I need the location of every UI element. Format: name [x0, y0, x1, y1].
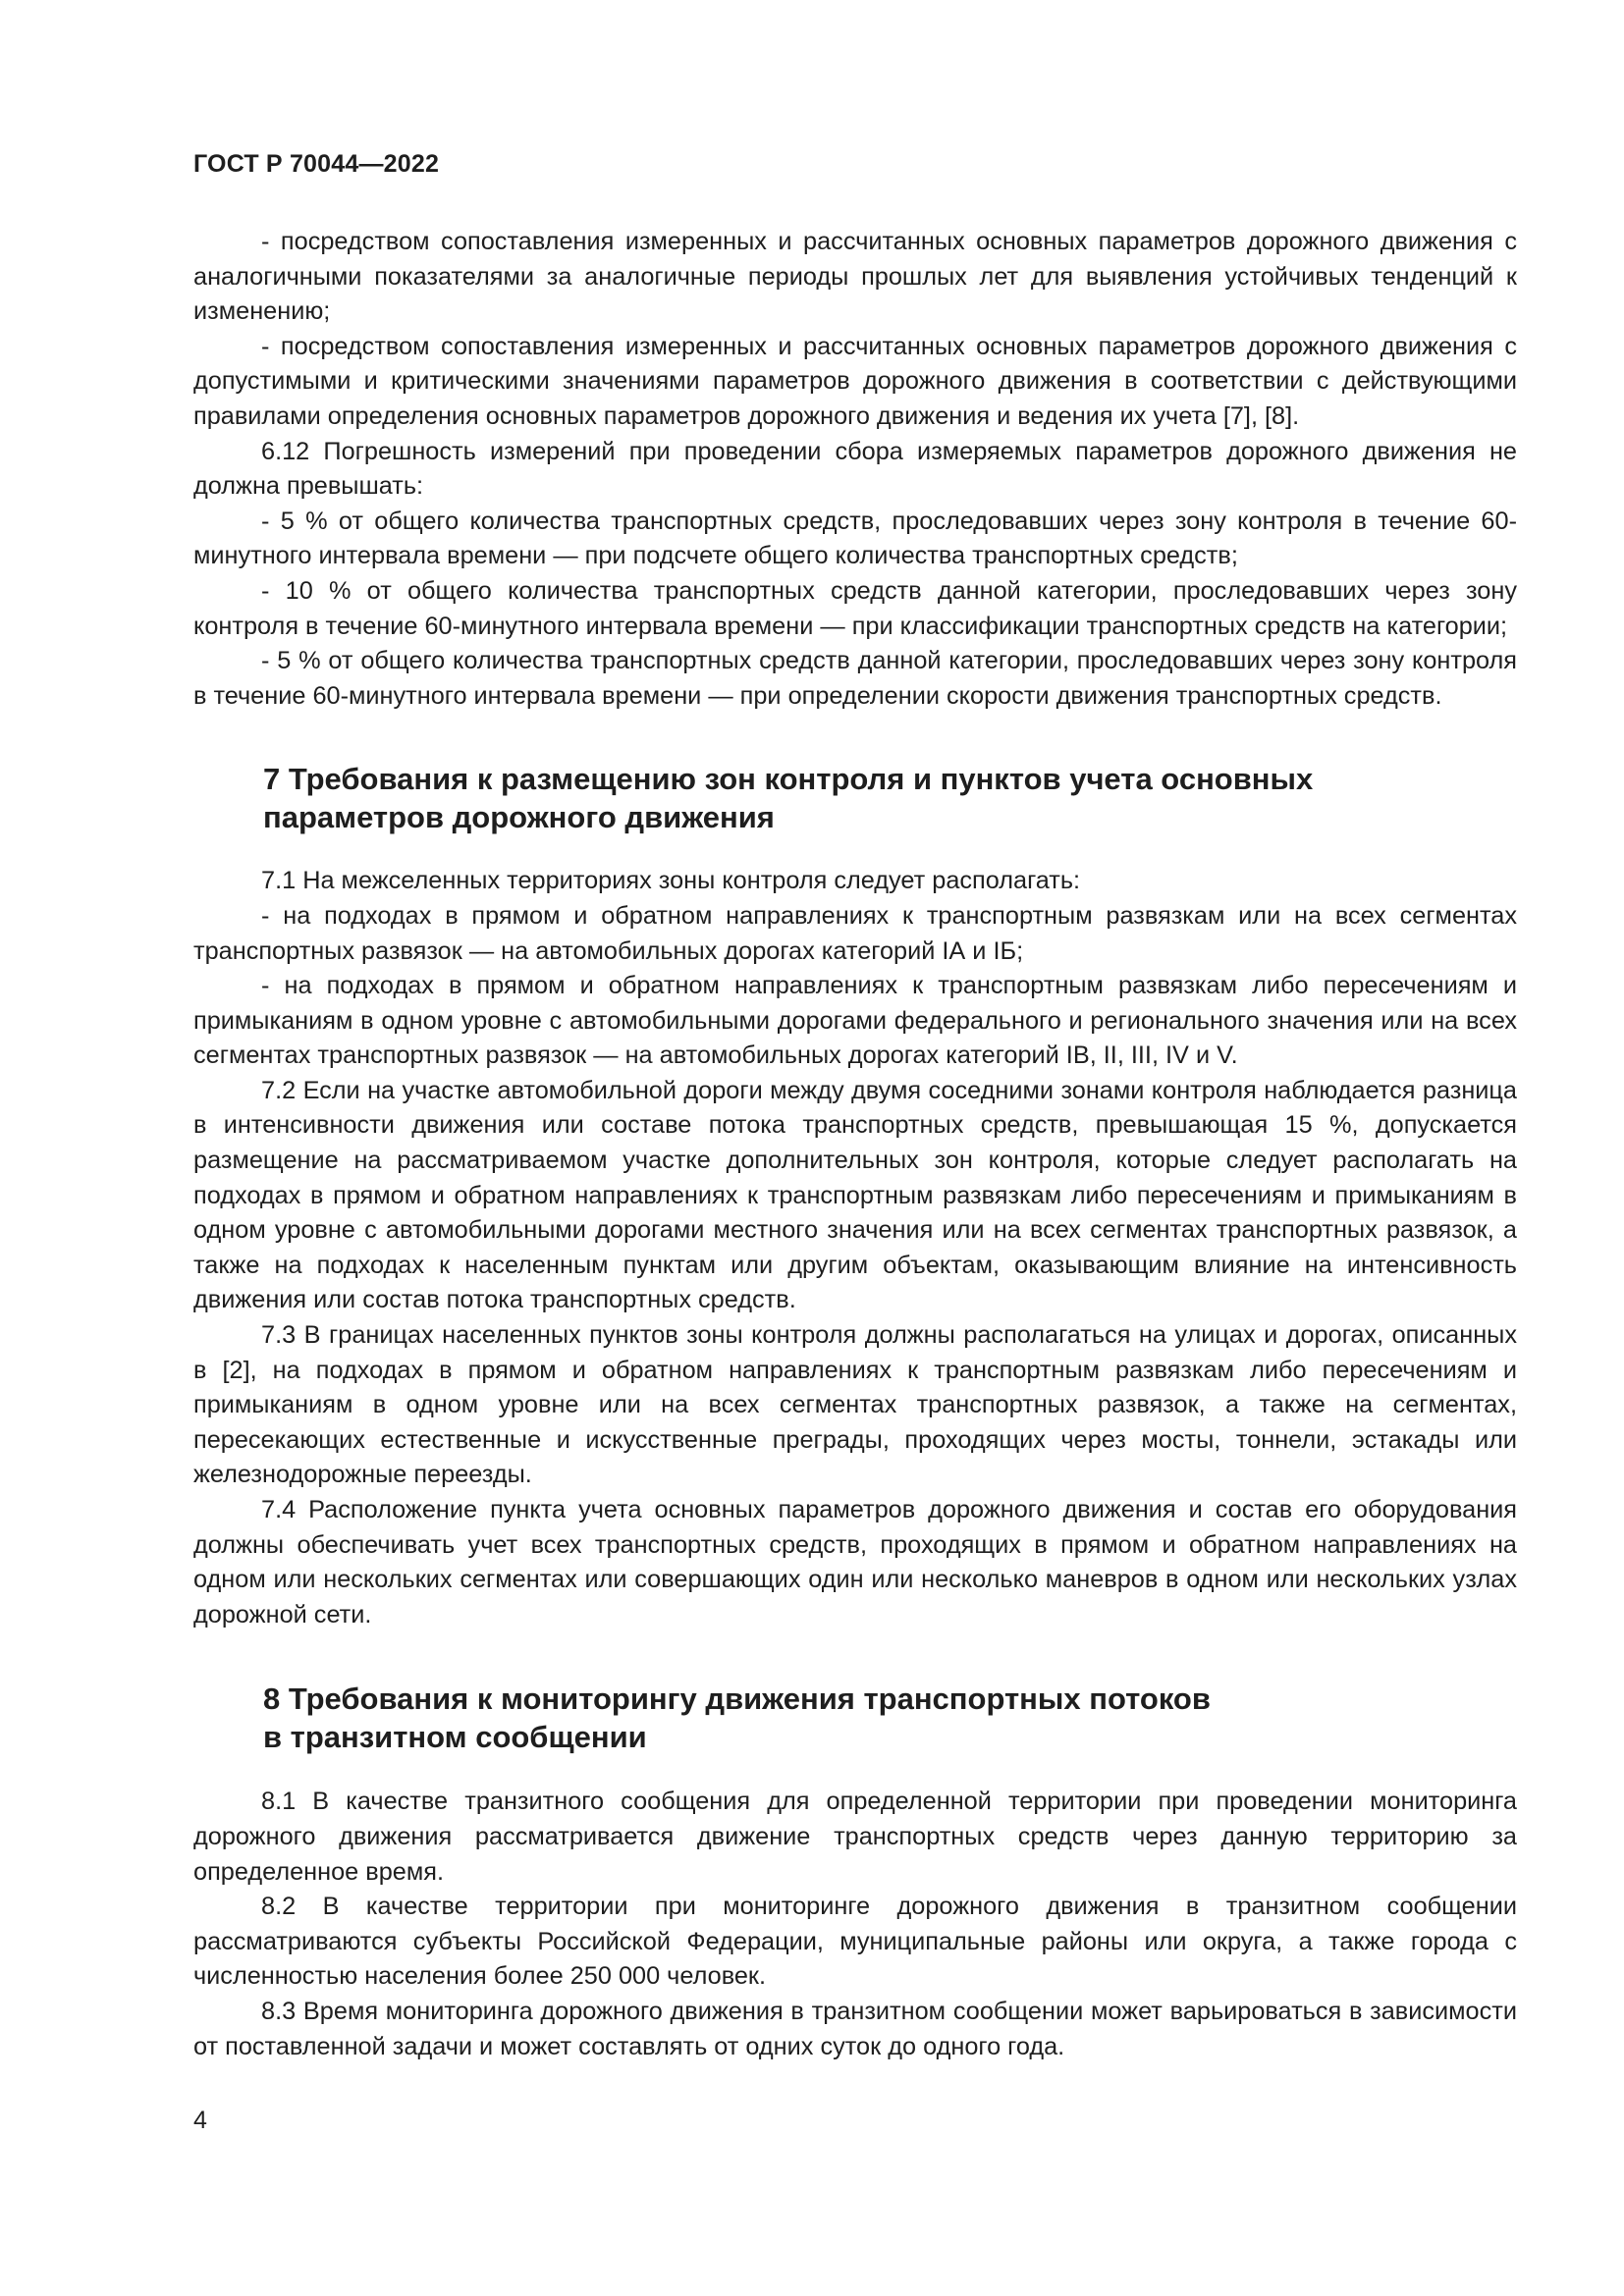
- section-8-heading-line-2: в транзитном сообщении: [263, 1720, 647, 1755]
- paragraph: - 10 % от общего количества транспортных средств данной категории, проследовавших через зону контроля в течение 60-минутного интервала времени — при классификации транспортных средств на категории;: [193, 576, 1517, 640]
- section-8-body: [193, 1785, 1517, 2064]
- section-8-heading: [193, 1680, 1517, 1756]
- paragraph: 7.2 Если на участке автомобильной дороги между двумя соседними зонами контроля наблюдается разница в интенсивности движения или составе потока транспортных средств, превышающая 15 %, допускается размещение на рассматриваемом участке дополнительных зон контроля, которые следует располагать на подходах в прямом и обратном направлениях к транспортным развязкам либо пересечениям и примыканиям в одном уровне с автомобильными дорогами местного значения или на всех сегментах транспортных развязок, а также на подходах к населенным пунктам или другим объектам, оказывающим влияние на интенсивность движения или состав потока транспортных средств.: [193, 1076, 1517, 1314]
- paragraph: 7.4 Расположение пункта учета основных параметров дорожного движения и состав его оборудования должны обеспечивать учет всех транспортных средств, проходящих в прямом и обратном направлениях на одном или нескольких сегментах или совершающих один или несколько маневров в одном или нескольких узлах дорожной сети.: [193, 1496, 1517, 1629]
- page-content: [193, 225, 1517, 2064]
- page-number: 4: [193, 2107, 207, 2134]
- paragraph: - на подходах в прямом и обратном направлениях к транспортным развязкам или на всех сегментах транспортных развязок — на автомобильных дорогах категорий IА и IБ;: [193, 901, 1517, 965]
- paragraph: 8.3 Время мониторинга дорожного движения в транзитном сообщении может варьироваться в зависимости от поставленной задачи и может составлять от одних суток до одного года.: [193, 1997, 1517, 2060]
- paragraph: - на подходах в прямом и обратном направлениях к транспортным развязкам либо пересечениям и примыканиям в одном уровне с автомобильными дорогами федерального и регионального значения или на всех сегментах транспортных развязок — на автомобильных дорогах категорий IB, II, III, IV и V.: [193, 972, 1517, 1070]
- paragraph: - 5 % от общего количества транспортных средств данной категории, проследовавших через зону контроля в течение 60-минутного интервала времени — при определении скорости движения транспортных средств.: [193, 647, 1517, 710]
- section-7-heading-line-1: 7 Требования к размещению зон контроля и пунктов учета основных: [263, 762, 1314, 797]
- paragraph: - 5 % от общего количества транспортных средств, проследовавших через зону контроля в течение 60-минутного интервала времени — при подсчете общего количества транспортных средств;: [193, 507, 1517, 570]
- paragraph: 8.2 В качестве территории при мониторинге дорожного движения в транзитном сообщении рассматриваются субъекты Российской Федерации, муниципальные районы или округа, а также города с численностью населения более 250 000 человек.: [193, 1893, 1517, 1991]
- paragraph: 8.1 В качестве транзитного сообщения для определенной территории при проведении мониторинга дорожного движения рассматривается движение транспортных средств через данную территорию за определенное время.: [193, 1788, 1517, 1886]
- paragraph: 7.3 В границах населенных пунктов зоны контроля должны располагаться на улицах и дорогах, описанных в [2], на подходах в прямом и обратном направлениях к транспортным развязкам либо пересечениям и примыканиям в одном уровне или на всех сегментах транспортных развязок, а также на сегментах, пересекающих естественные и искусственные преграды, проходящих через мосты, тоннели, эстакады или железнодорожные переезды.: [193, 1321, 1517, 1489]
- document-code: ГОСТ Р 70044—2022: [193, 150, 440, 178]
- section-7-heading: [193, 760, 1517, 836]
- section-6-continued: [193, 225, 1517, 714]
- paragraph: 6.12 Погрешность измерений при проведении сбора измеряемых параметров дорожного движения не должна превышать:: [193, 437, 1517, 501]
- paragraph: - посредством сопоставления измеренных и рассчитанных основных параметров дорожного движения с аналогичными показателями за аналогичные периоды прошлых лет для выявления устойчивых тенденций к изменению;: [193, 228, 1517, 326]
- paragraph: 7.1 На межселенных территориях зоны контроля следует располагать:: [261, 867, 1081, 895]
- paragraph: - посредством сопоставления измеренных и рассчитанных основных параметров дорожного движения с допустимыми и критическими значениями параметров дорожного движения в соответствии с действующими правилами определения основных параметров дорожного движения и ведения их учета [7], [8].: [193, 332, 1517, 430]
- section-7-heading-line-2: параметров дорожного движения: [263, 800, 775, 835]
- section-7-body: [193, 864, 1517, 1632]
- section-8-heading-line-1: 8 Требования к мониторингу движения транспортных потоков: [263, 1682, 1211, 1717]
